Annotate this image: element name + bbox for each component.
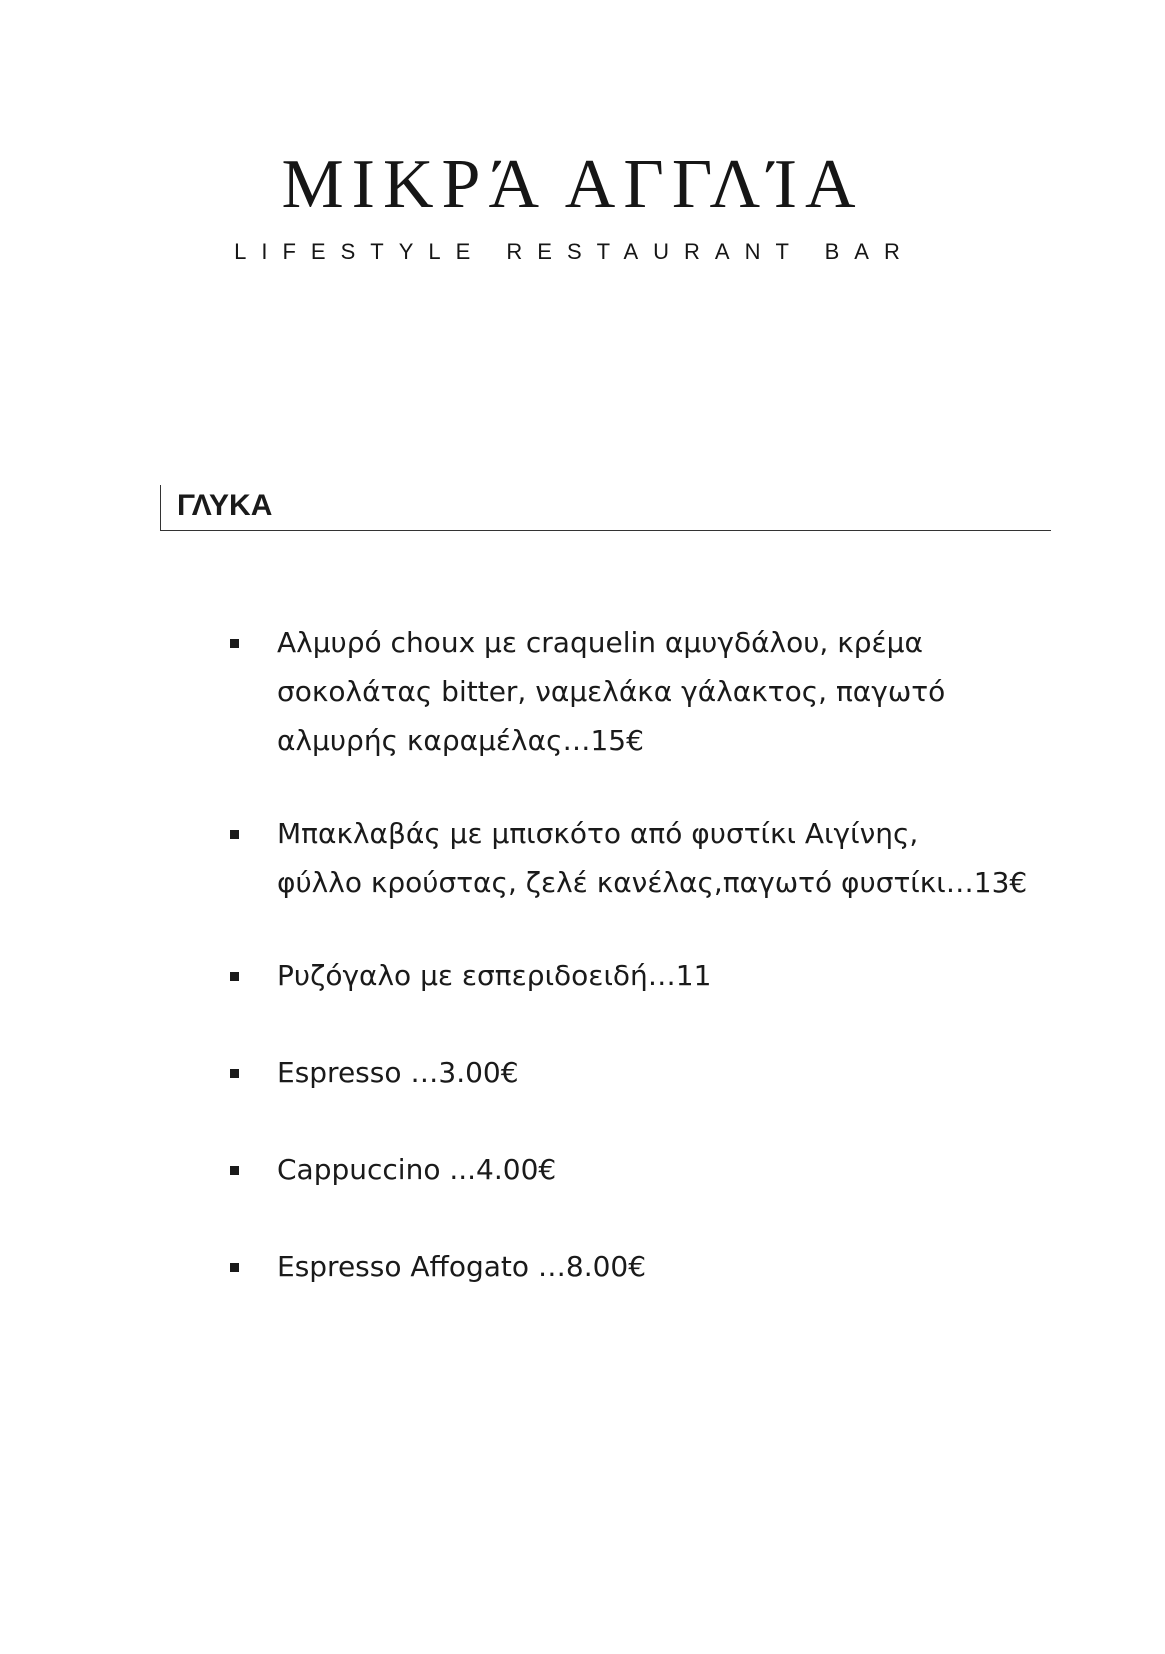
menu-item-text: Αλμυρό choux με craquelin αμυγδάλου, κρέμα σοκολάτας bitter, ναμελάκα γάλακτος, παγωτό αλμυρής καραμέλας…15€ <box>277 626 946 757</box>
menu-item <box>225 1048 1055 1097</box>
menu-item-text: Cappuccino ...4.00€ <box>277 1153 557 1186</box>
menu-item-text: Espresso …3.00€ <box>277 1056 519 1089</box>
bullet-square-icon <box>230 639 239 648</box>
bullet-square-icon <box>230 1263 239 1272</box>
bullet-square-icon <box>230 1166 239 1175</box>
menu-item <box>225 1145 1055 1194</box>
menu-list <box>225 618 1055 1291</box>
menu-item <box>225 1242 1055 1291</box>
menu-item-text: Μπακλαβάς με μπισκότο από φυστίκι Αιγίνης, φύλλο κρούστας, ζελέ κανέλας,παγωτό φυστίκι…13€ <box>277 817 1028 899</box>
restaurant-logo <box>0 146 1165 265</box>
logo-name: ΜΙΚΡΆ ΑΓΓΛΊΑ <box>281 146 864 223</box>
section-heading <box>160 485 1051 531</box>
bullet-square-icon <box>230 830 239 839</box>
bullet-square-icon <box>230 1069 239 1078</box>
menu-item-text: Espresso Affogato …8.00€ <box>277 1250 647 1283</box>
section-title: ΓΛΥΚΑ <box>177 489 273 522</box>
menu-item <box>225 618 1055 765</box>
bullet-square-icon <box>230 972 239 981</box>
menu-item <box>225 951 1055 1000</box>
menu-item <box>225 809 1055 907</box>
menu-item-text: Ρυζόγαλο με εσπεριδοειδή…11 <box>277 959 712 992</box>
logo-tagline: LIFESTYLE RESTAURANT BAR <box>234 239 915 264</box>
